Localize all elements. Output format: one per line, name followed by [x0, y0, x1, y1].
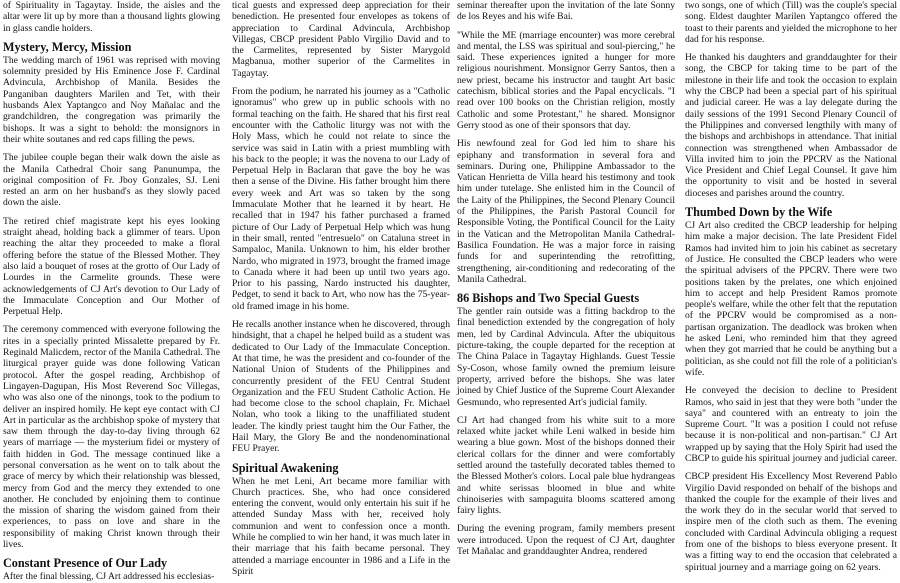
paragraph: During the evening program, family members present were introduced. Upon the request of CJ Art, daughter Tet Mañalac and granddaughter Andrea, rendered	[457, 523, 675, 558]
paragraph: He recalls another instance when he discovered, through hindsight, that a chapel he helped build as a student was dedicated to Our Lady of the Immaculate Conception. At that time, he was the president and co-founder of the National Union of Students of the Philippines and concurrently president of the FEU Central Student Organization and the FEU Student Catholic Action. He had become close to the school chaplain, Fr. Michael Nolan, who took a liking to the unaffiliated student leader. The kindly priest taught him the Our Father, the Hail Mary, the Glory Be and the nondenominational FEU Prayer.	[232, 319, 450, 455]
paragraph: The jubilee couple began their walk down the aisle as the Manila Cathedral Choir sang Panunumpa, the original composition of Fr. Jboy Gonzales, SJ. Leni rested an arm on her husband's as they slowly paced down the aisle.	[3, 152, 220, 209]
section-heading: Thumbed Down by the Wife	[685, 205, 833, 220]
column-1	[3, 0, 220, 583]
paragraph: CBCP president His Excellency Most Reverend Pablo Virgilio David responded on behalf of the bishops and thanked the couple for the example of their lives and the work they do in the secular world that served to inspire men of the cloth such as them. The evening concluded with Cardinal Advincula obliging a request from one of the bishops to bless everyone present. It was a fitting way to end the occasion that celebrated a spiritual journey and a marriage going on 62 years.	[685, 471, 897, 573]
paragraph: two songs, one of which (Till) was the couple's special song. Eldest daughter Marilen Yaptangco offered the toast to their parents and yielded the microphone to her dad for his response.	[685, 0, 897, 45]
paragraph: He thanked his daughters and granddaughter for their song, the CBCP for taking time to be part of the milestone in their life and took the occasion to explain why the CBCP had been a special part of his spiritual and judicial career. He was a lay delegate during the daily sessions of the 1991 Second Plenary Council of the Philippines and conversed lengthily with many of the bishops and archbishops in attendance. That initial connection was strengthened when Ambassador de Villa invited him to join the PPCRV as the National Vice President and Chief Legal Counsel. It gave him the opportunity to visit and be hosted in several dioceses and parishes around the country.	[685, 52, 897, 199]
paragraph: tical guests and expressed deep appreciation for their benediction. He presented four envelopes as tokens of appreciation to Cardinal Advincula, Archbishop Villegas, CBCP president Pablo Virgilio David and to the Carmelites, represented by Sister Marygold Magbanua, mother superior of the Carmelites in Tagaytay.	[232, 0, 450, 79]
section-heading: Mystery, Mercy, Mission	[3, 39, 132, 54]
paragraph: The retired chief magistrate kept his eyes looking straight ahead, holding back a glimmer of tears. Upon reaching the altar they proceeded to make a floral offering before the statue of the Blessed Mother. They also laid a bouquet of roses at the grotto of Our Lady of Lourdes in the Carmelite grounds. These were acknowledgements of CJ Art's devotion to Our Lady of the Immaculate Conception and Our Mother of Perpetual Help.	[3, 215, 220, 318]
paragraph: "While the ME (marriage encounter) was more cerebral and mental, the LSS was spiritual and soul-piercing," he said. These experiences ignited a hunger for more religious nourishment. Monsignor Gerry Santos, then a new priest, became his instructor and taught Art basic catechism, biblical stories and the Papal encyclicals. "I read over 100 books on the Christian religion, mostly Catholic and some Protestant," he shared. Monsignor Gerry stood as one of their sponsors that day.	[457, 29, 675, 131]
section-heading: Constant Presence of Our Lady	[3, 556, 168, 571]
paragraph: His newfound zeal for God led him to share his epiphany and transformation in several fora and seminars. During one, Philippine Ambassador to the Vatican Henrietta de Villa heard his testimony and took him under tutelage. She enlisted him in the Council of the Laity of the Philippines, the Second Plenary Council of the Philippines, the Parish Pastoral Council for Responsible Voting, the Pontifical Council for the Laity in the Vatican and the Metropolitan Manila Cathedral-Basilica Foundation. He was a major force in raising funds for and superintending the retrofitting, strengthening, air-conditioning and redecorating of the Manila Cathedral.	[457, 138, 675, 285]
paragraph: The wedding march of 1961 was reprised with moving solemnity presided by His Eminence Jose F. Cardinal Advincula, Archbishop of Manila. Besides the Panganiban daughters Marilen and Tet, with their husbands Alex Yaptangco and Noy Mañalac and the grandchildren, the congregation was primarily the bishops. It was a sight to behold: the monsignors in their white soutanes and red caps filling the pews.	[3, 54, 220, 145]
column-3	[457, 0, 675, 558]
paragraph: CJ Art also credited the CBCP leadership for helping him make a major decision. The late President Fidel Ramos had invited him to join his cabinet as secretary of Justice. He consulted the CBCP leaders who were the spiritual advisers of the PPCRV. There were two positions taken by the prelates, one which enjoined him to accept and help President Ramos promote people's welfare, while the other felt that the reputation of the PPCRV would be compromised as a non-partisan organization. The deadlock was broken when he asked Leni, who reminded him that they agreed when they got married that he could be anything but a politician, as she could not fill the role of a politician's wife.	[685, 220, 897, 378]
column-2	[232, 0, 450, 577]
column-4	[685, 0, 897, 573]
paragraph: From the podium, he narrated his journey as a "Catholic ignoramus" who grew up in public schools with no formal teaching on the faith. He shared that his first real encounter with the Catholic liturgy was not with the Holy Mass, which he could not relate to since the service was said in Latin with a priest mumbling with his back to the people; it was the novena to our Lady of Perpetual Help in Baclaran that gave the boy he was then a sense of the Divine. His father brought him there every week and Art was so taken by the song Immaculate Mother that he learned it by heart. He recalled that in 1947 his father purchased a framed picture of Our Lady of Perpetual Help which was hung in their small, rented "entresuelo" on Cataluna street in Sampaloc, Manila. Unknown to him, his elder brother Nardo, who migrated in 1973, brought the framed image to Canada where it had been up until two years ago. Prior to his passing, Nardo instructed his daughter, Pedget, to send it back to Art, who now has the 75-year-old framed image in his home.	[232, 86, 450, 312]
paragraph: seminar thereafter upon the invitation of the late Sonny de los Reyes and his wife Bai.	[457, 0, 675, 23]
paragraph: CJ Art had changed from his white suit to a more relaxed white jacket while Leni walked in beside him wearing a blue gown. Most of the bishops donned their clerical collars for the dinner and were comfortably settled around the tastefully decorated tables themed to the Blessed Mother's colors. Local pale blue hydrangeas and white serissas bloomed in blue and white chinoiseries with sampaguita blooms scattered among fairy lights.	[457, 414, 675, 517]
section-heading: Spiritual Awakening	[232, 460, 339, 475]
paragraph: The ceremony commenced with everyone following the rites in a specially printed Missalette prepared by Fr. Reginald Malicdem, rector of the Manila Cathedral. The liturgical prayer guide was done following Vatican protocol. After the gospel reading, Archbishop of Lingayen-Dagupan, His Most Reverend Soc Villegas, who was also one of the ninongs, took to the podium to deliver an inspired homily. He kept eye contact with CJ Art in particular as the archbishop spoke of mystery that saw them through the day-to-day living through 62 years of marriage — the mysterium fidei or mystery of faith hidden in God. The message continued like a personal conversation as he went on to talk about the grace of mercy by which their relationship was blessed, mercy from God and the mercy they extended to one another. He concluded by enjoining them to continue the mission of sharing the wisdom gained from their experiences, to pass on love and share in the responsibility of making Christ known through their lives.	[3, 324, 220, 551]
paragraph: of Spirituality in Tagaytay. Inside, the aisles and the altar were lit up by more than a thousand lights glowing in glass candle holders.	[3, 0, 220, 34]
paragraph: After the final blessing, CJ Art addressed his ecclesias-	[3, 571, 215, 583]
section-heading: 86 Bishops and Two Special Guests	[457, 291, 640, 306]
paragraph: When he met Leni, Art became more familiar with Church practices. She, who had once considered entering the convent, would only entertain his suit if he attended Sunday Mass with her, received holy communion and went to confession once a month. While he complied to win her hand, it was much later in their marriage that his faith became personal. They attended a marriage encounter in 1986 and a Life in the Spirit	[232, 475, 450, 577]
paragraph: He conveyed the decision to decline to President Ramos, who said in jest that they were both "under the saya" and countered with an entreaty to join the Supreme Court. "It was a position I could not refuse because it is non-political and non-partisan." CJ Art wrapped up by saying that the Holy Spirit had used the CBCP to guide his spiritual journey and judicial career.	[685, 385, 897, 464]
paragraph: The gentler rain outside was a fitting backdrop to the final benediction extended by the congregation of holy men, led by Cardinal Advincula. After the ubiquitous picture-taking, the couple departed for the reception at The China Palace in Tagaytay Highlands. Guest Tessie Sy-Coson, whose family owned the premium leisure property, arrived before the bishops. She was later joined by Chief Justice of the Supreme Court Alexander Gesmundo, who represented Art's judicial family.	[457, 306, 675, 408]
